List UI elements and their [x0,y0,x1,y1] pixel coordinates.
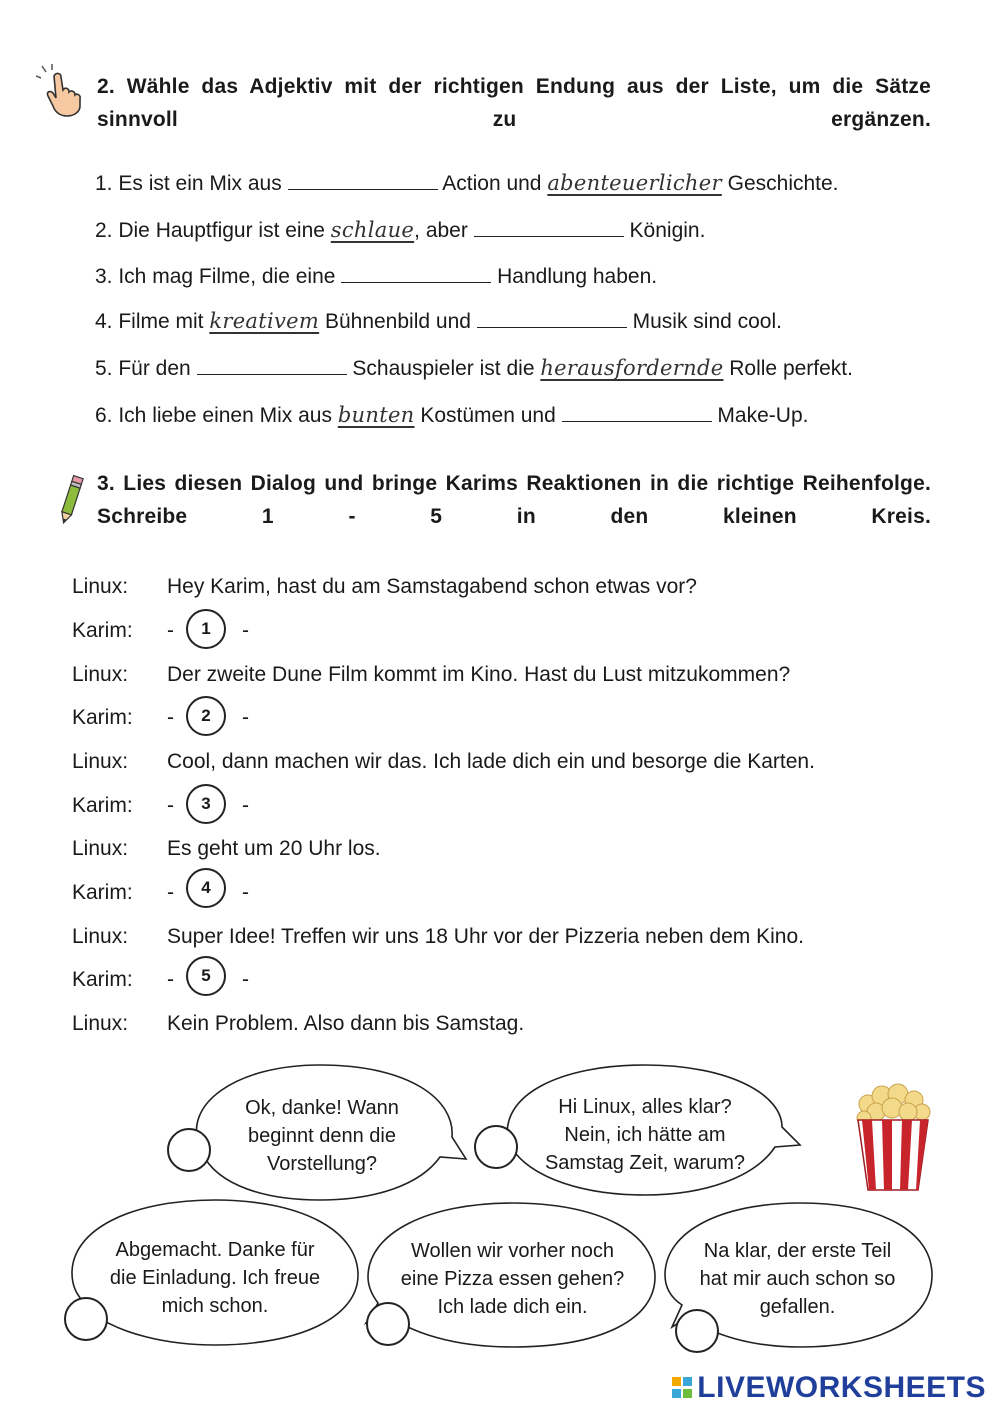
bubble-answer-circle-5[interactable] [675,1309,719,1353]
dash: - [167,794,174,817]
given-word: abenteuerlicher [547,171,722,195]
speaker-label: Linux: [72,837,129,860]
given-word: kreativem [209,309,320,333]
dash: - [167,881,174,904]
dash: - [242,881,249,904]
dash: - [167,619,174,642]
dash: - [167,706,174,729]
dialog-line: Super Idee! Treffen wir uns 18 Uhr vor der Pizzeria neben dem Kino. [167,925,804,948]
dialog-line: Es geht um 20 Uhr los. [167,837,381,860]
dialog-line: Der zweite Dune Film kommt im Kino. Hast du Lust mitzukommen? [167,663,791,686]
pointing-hand-icon [36,62,86,118]
bubble-text-3: Abgemacht. Danke für die Einladung. Ich freue mich schon. [109,1239,321,1317]
given-word: herausfordernde [540,356,724,380]
dash: - [242,968,249,991]
order-circle-4[interactable]: 4 [186,868,226,908]
speaker-label: Karim: [72,794,133,817]
dash: - [242,706,249,729]
order-circle-5[interactable]: 5 [186,956,226,996]
sentence-3: 3. Ich mag Filme, die eine Handlung haben. [95,265,658,288]
bubble-answer-circle-4[interactable] [366,1302,410,1346]
speaker-label: Linux: [72,663,129,686]
order-circle-3[interactable]: 3 [186,784,226,824]
speaker-label: Karim: [72,706,133,729]
dialog-line: Cool, dann machen wir das. Ich lade dich ein und besorge die Karten. [167,750,815,773]
bubble-text-2: Hi Linux, alles klar? Nein, ich hätte am Samstag Zeit, warum? [544,1096,746,1174]
order-circle-1[interactable]: 1 [186,609,226,649]
blank-input-4[interactable] [477,309,627,328]
sentence-5: 5. Für den Schauspieler ist die herausfordernde Rolle perfekt. [95,356,853,380]
logo-mark-icon [671,1375,693,1401]
dash: - [242,794,249,817]
blank-input-5[interactable] [197,356,347,375]
bubble-answer-circle-2[interactable] [474,1125,518,1169]
bubble-text-4: Wollen wir vorher noch eine Pizza essen gehen? Ich lade dich ein. [400,1240,625,1318]
bubble-answer-circle-1[interactable] [167,1128,211,1172]
given-word: bunten [337,403,415,427]
task2-title: 2. Wähle das Adjektiv mit der richtigen Endung aus der Liste, um die Sätze sinnvoll zu ergänzen. [97,75,931,131]
blank-input-1[interactable] [288,171,438,190]
liveworksheets-logo [671,1371,986,1405]
sentence-6: 6. Ich liebe einen Mix aus bunten Kostümen und Make-Up. [95,403,809,427]
bubble-answer-circle-3[interactable] [64,1297,108,1341]
blank-input-2[interactable] [474,218,624,237]
dash: - [167,968,174,991]
speaker-label: Linux: [72,575,129,598]
blank-input-3[interactable] [341,264,491,283]
sentence-1: 1. Es ist ein Mix aus Action und abenteuerlicher Geschichte. [95,171,839,195]
popcorn-icon [852,1082,934,1194]
logo-text: LIVEWORKSHEETS [697,1371,986,1404]
dash: - [242,619,249,642]
pencil-icon [56,474,86,526]
sentence-2: 2. Die Hauptfigur ist eine schlaue, aber Königin. [95,218,706,242]
speaker-label: Karim: [72,968,133,991]
speaker-label: Linux: [72,1012,129,1035]
speaker-label: Linux: [72,925,129,948]
dialog-line: Kein Problem. Also dann bis Samstag. [167,1012,525,1035]
speaker-label: Karim: [72,619,133,642]
given-word: schlaue [330,218,415,242]
dialog-line: Hey Karim, hast du am Samstagabend schon etwas vor? [167,575,697,598]
bubble-text-1: Ok, danke! Wann beginnt denn die Vorstellung? [245,1097,399,1175]
sentence-4: 4. Filme mit kreativem Bühnenbild und Musik sind cool. [95,309,782,333]
blank-input-6[interactable] [562,403,712,422]
order-circle-2[interactable]: 2 [186,696,226,736]
speaker-label: Karim: [72,881,133,904]
task3-title: 3. Lies diesen Dialog und bringe Karims Reaktionen in die richtige Reihenfolge. Schreibe 1 - 5 in den kleinen Kreis. [97,472,931,528]
bubble-text-5: Na klar, der erste Teil hat mir auch schon so gefallen. [699,1240,896,1318]
speaker-label: Linux: [72,750,129,773]
